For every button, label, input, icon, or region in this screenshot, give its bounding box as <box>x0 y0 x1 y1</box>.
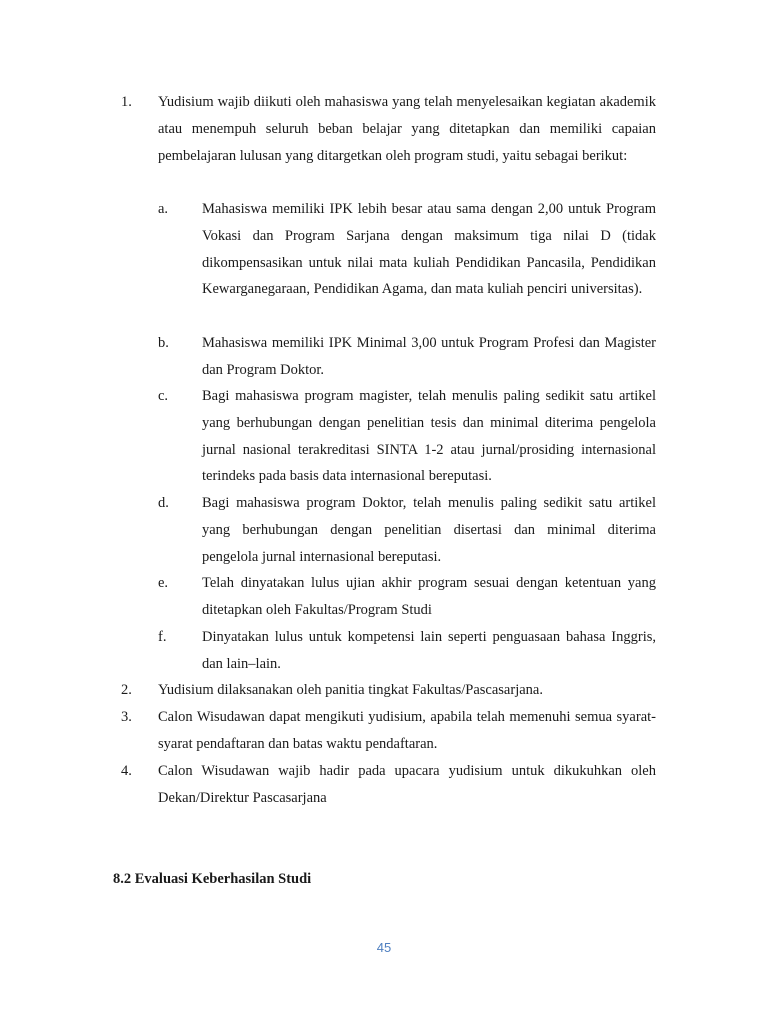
sublist-letter-c: c. <box>158 388 169 404</box>
list-item-4-text: Calon Wisudawan wajib hadir pada upacara yudisium untuk dikukuhkan oleh Dekan/Direktur Pascasarjana <box>158 763 656 806</box>
sublist-letter-b: b. <box>158 335 169 351</box>
sublist-letter-d: d. <box>158 495 169 511</box>
list-number-3: 3. <box>121 709 132 725</box>
sublist-item-c-text: Bagi mahasiswa program magister, telah menulis paling sedikit satu artikel yang berhubungan dengan penelitian tesis dan minimal diterima pengelola jurnal nasional terakreditasi SINTA 1-2 atau jurnal/prosiding internasional terindeks pada basis data internasional bereputasi. <box>202 388 656 485</box>
list-number-1: 1. <box>121 94 132 110</box>
sublist-letter-a: a. <box>158 201 169 217</box>
list-number-4: 4. <box>121 763 132 779</box>
sublist-letter-e: e. <box>158 575 169 591</box>
list-number-2: 2. <box>121 682 132 698</box>
page-number: 45 <box>376 940 392 955</box>
sublist-item-d-text: Bagi mahasiswa program Doktor, telah menulis paling sedikit satu artikel yang berhubungan dengan penelitian disertasi dan minimal diterima pengelola jurnal internasional bereputasi. <box>202 495 656 565</box>
sublist-item-f-text: Dinyatakan lulus untuk kompetensi lain seperti penguasaan bahasa Inggris, dan lain–lain. <box>202 629 656 672</box>
sublist-item-e-text: Telah dinyatakan lulus ujian akhir program sesuai dengan ketentuan yang ditetapkan oleh Fakultas/Program Studi <box>202 575 656 618</box>
sublist-letter-f: f. <box>158 629 167 645</box>
list-item-1-text: Yudisium wajib diikuti oleh mahasiswa yang telah menyelesaikan kegiatan akademik atau menempuh seluruh beban belajar yang ditetapkan dan memiliki capaian pembelajaran lulusan yang ditargetkan oleh program studi, yaitu sebagai berikut: <box>158 94 656 164</box>
sublist-item-a-text: Mahasiswa memiliki IPK lebih besar atau sama dengan 2,00 untuk Program Vokasi dan Program Sarjana dengan maksimum tiga nilai D (tidak dikompensasikan untuk nilai mata kuliah Pendidikan Pancasila, Pendidikan Kewarganegaraan, Pendidikan Agama, dan mata kuliah penciri universitas). <box>202 201 656 298</box>
list-item-3-text: Calon Wisudawan dapat mengikuti yudisium, apabila telah memenuhi semua syarat-syarat pendaftaran dan batas waktu pendaftaran. <box>158 709 656 752</box>
list-item-2-text: Yudisium dilaksanakan oleh panitia tingkat Fakultas/Pascasarjana. <box>158 682 543 698</box>
section-heading: 8.2 Evaluasi Keberhasilan Studi <box>113 871 312 887</box>
sublist-item-b-text: Mahasiswa memiliki IPK Minimal 3,00 untuk Program Profesi dan Magister dan Program Doktor. <box>202 335 656 378</box>
